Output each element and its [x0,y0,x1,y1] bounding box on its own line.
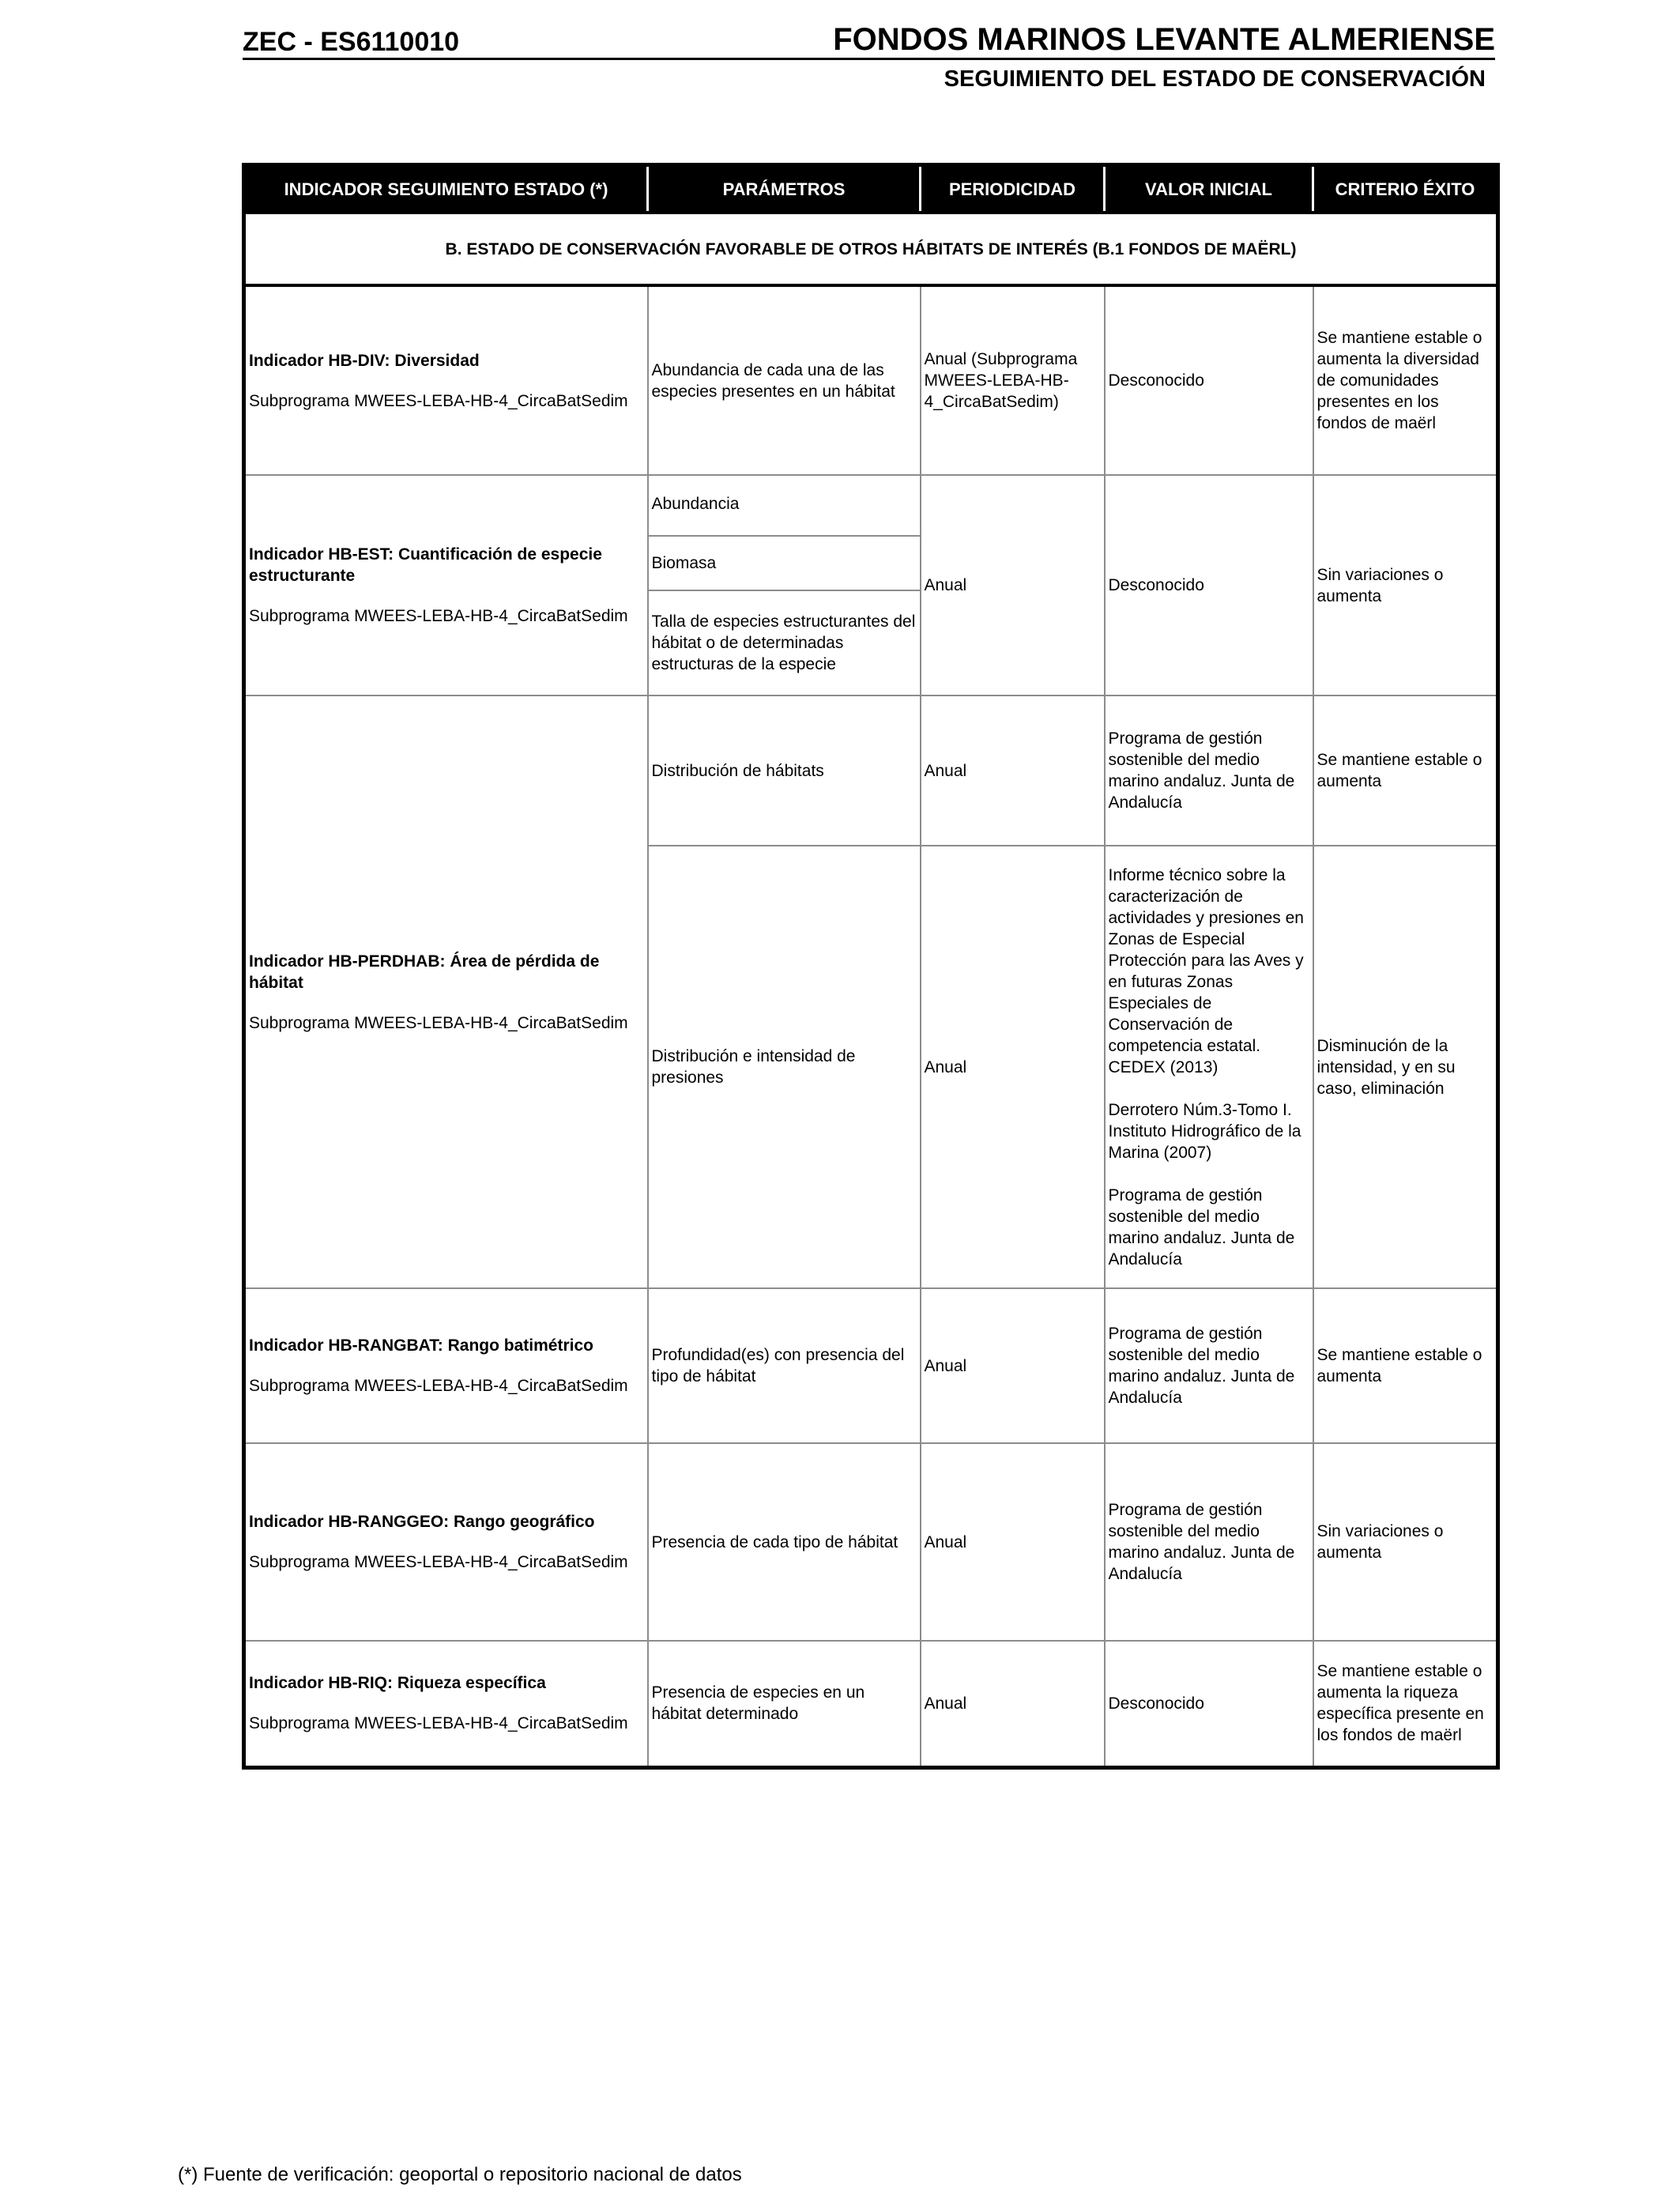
periodicity-cell: Anual [921,1443,1105,1641]
parameter-cell: Distribución e intensidad de presiones [648,846,921,1288]
success-criterion-cell: Se mantiene estable o aumenta la diversidad de comunidades presentes en los fondos de maërl [1313,285,1498,475]
subprograma-text: Subprograma MWEES-LEBA-HB-4_CircaBatSedim [249,607,628,625]
initial-value-cell: Desconocido [1105,475,1313,696]
periodicity-cell: Anual [921,1288,1105,1443]
parameter-cell: Talla de especies estructurantes del hábitat o de determinadas estructuras de la especie [648,590,921,696]
initial-value-cell: Programa de gestión sostenible del medio marino andaluz. Junta de Andalucía [1105,1288,1313,1443]
zec-code: ZEC - ES6110010 [243,27,460,57]
subprograma-text: Subprograma MWEES-LEBA-HB-4_CircaBatSedim [249,1377,628,1395]
table-row [244,1443,1498,1641]
initial-value-cell: Desconocido [1105,1641,1313,1767]
page-header [243,22,1495,60]
source-reference: Informe técnico sobre la caracterización de actividades y presiones en Zonas de Especial Protección para las Aves y en futuras Zonas Especiales de Conservación de competencia estatal. CEDEX (2013) [1108,865,1304,1076]
parameter-cell: Abundancia de cada una de las especies presentes en un hábitat [648,285,921,475]
indicator-cell [244,1288,648,1443]
indicator-name: Indicador HB-PERDHAB: Área de pérdida de hábitat [249,952,600,992]
success-criterion-cell: Disminución de la intensidad, y en su caso, eliminación [1313,846,1498,1288]
source-reference: Programa de gestión sostenible del medio marino andaluz. Junta de Andalucía [1108,1186,1295,1269]
column-header: CRITERIO ÉXITO [1313,165,1498,213]
indicator-cell [244,475,648,696]
success-criterion-cell: Se mantiene estable o aumenta [1313,1288,1498,1443]
success-criterion-cell: Se mantiene estable o aumenta la riqueza específica presente en los fondos de maërl [1313,1641,1498,1767]
subprograma-text: Subprograma MWEES-LEBA-HB-4_CircaBatSedim [249,391,628,410]
indicator-cell [244,1443,648,1641]
periodicity-cell: Anual [921,475,1105,696]
table-row [244,475,1498,536]
indicator-name: Indicador HB-RIQ: Riqueza específica [249,1674,546,1693]
initial-value-cell: Programa de gestión sostenible del medio marino andaluz. Junta de Andalucía [1105,696,1313,846]
indicator-name: Indicador HB-RANGBAT: Rango batimétrico [249,1336,593,1355]
table-row [244,1288,1498,1443]
subprograma-text: Subprograma MWEES-LEBA-HB-4_CircaBatSedim [249,1553,628,1571]
footnote: (*) Fuente de verificación: geoportal o repositorio nacional de datos [178,2164,742,2185]
table-row [244,1641,1498,1767]
document-title: FONDOS MARINOS LEVANTE ALMERIENSE [833,22,1495,57]
table-header-row [244,165,1498,213]
table-row [244,285,1498,475]
subprograma-text: Subprograma MWEES-LEBA-HB-4_CircaBatSedim [249,1013,628,1032]
indicator-cell [244,696,648,1288]
indicator-cell [244,1641,648,1767]
success-criterion-cell: Se mantiene estable o aumenta [1313,696,1498,846]
indicator-name: Indicador HB-RANGGEO: Rango geográfico [249,1513,595,1531]
parameter-cell: Biomasa [648,536,921,590]
parameter-cell: Profundidad(es) con presencia del tipo de hábitat [648,1288,921,1443]
document-subtitle: SEGUIMIENTO DEL ESTADO DE CONSERVACIÓN [944,66,1486,92]
periodicity-cell: Anual (Subprograma MWEES-LEBA-HB-4_CircaBatSedim) [921,285,1105,475]
parameter-cell: Distribución de hábitats [648,696,921,846]
indicator-cell [244,285,648,475]
success-criterion-cell: Sin variaciones o aumenta [1313,1443,1498,1641]
indicator-name: Indicador HB-EST: Cuantificación de especie estructurante [249,545,602,585]
section-title: B. ESTADO DE CONSERVACIÓN FAVORABLE DE OTROS HÁBITATS DE INTERÉS (B.1 FONDOS DE MAËRL) [244,213,1498,285]
indicators-table [242,163,1500,1770]
initial-value-cell: Desconocido [1105,285,1313,475]
indicator-name: Indicador HB-DIV: Diversidad [249,351,480,370]
table-row [244,696,1498,846]
parameter-cell: Presencia de cada tipo de hábitat [648,1443,921,1641]
column-header: PARÁMETROS [648,165,921,213]
subprograma-text: Subprograma MWEES-LEBA-HB-4_CircaBatSedim [249,1714,628,1733]
column-header: VALOR INICIAL [1105,165,1313,213]
initial-value-cell [1105,846,1313,1288]
column-header: INDICADOR SEGUIMIENTO ESTADO (*) [244,165,648,213]
parameter-cell: Presencia de especies en un hábitat determinado [648,1641,921,1767]
periodicity-cell: Anual [921,846,1105,1288]
column-header: PERIODICIDAD [921,165,1105,213]
source-reference: Derrotero Núm.3-Tomo I. Instituto Hidrográfico de la Marina (2007) [1108,1100,1301,1162]
parameter-cell: Abundancia [648,475,921,536]
periodicity-cell: Anual [921,696,1105,846]
initial-value-cell: Programa de gestión sostenible del medio marino andaluz. Junta de Andalucía [1105,1443,1313,1641]
periodicity-cell: Anual [921,1641,1105,1767]
success-criterion-cell: Sin variaciones o aumenta [1313,475,1498,696]
